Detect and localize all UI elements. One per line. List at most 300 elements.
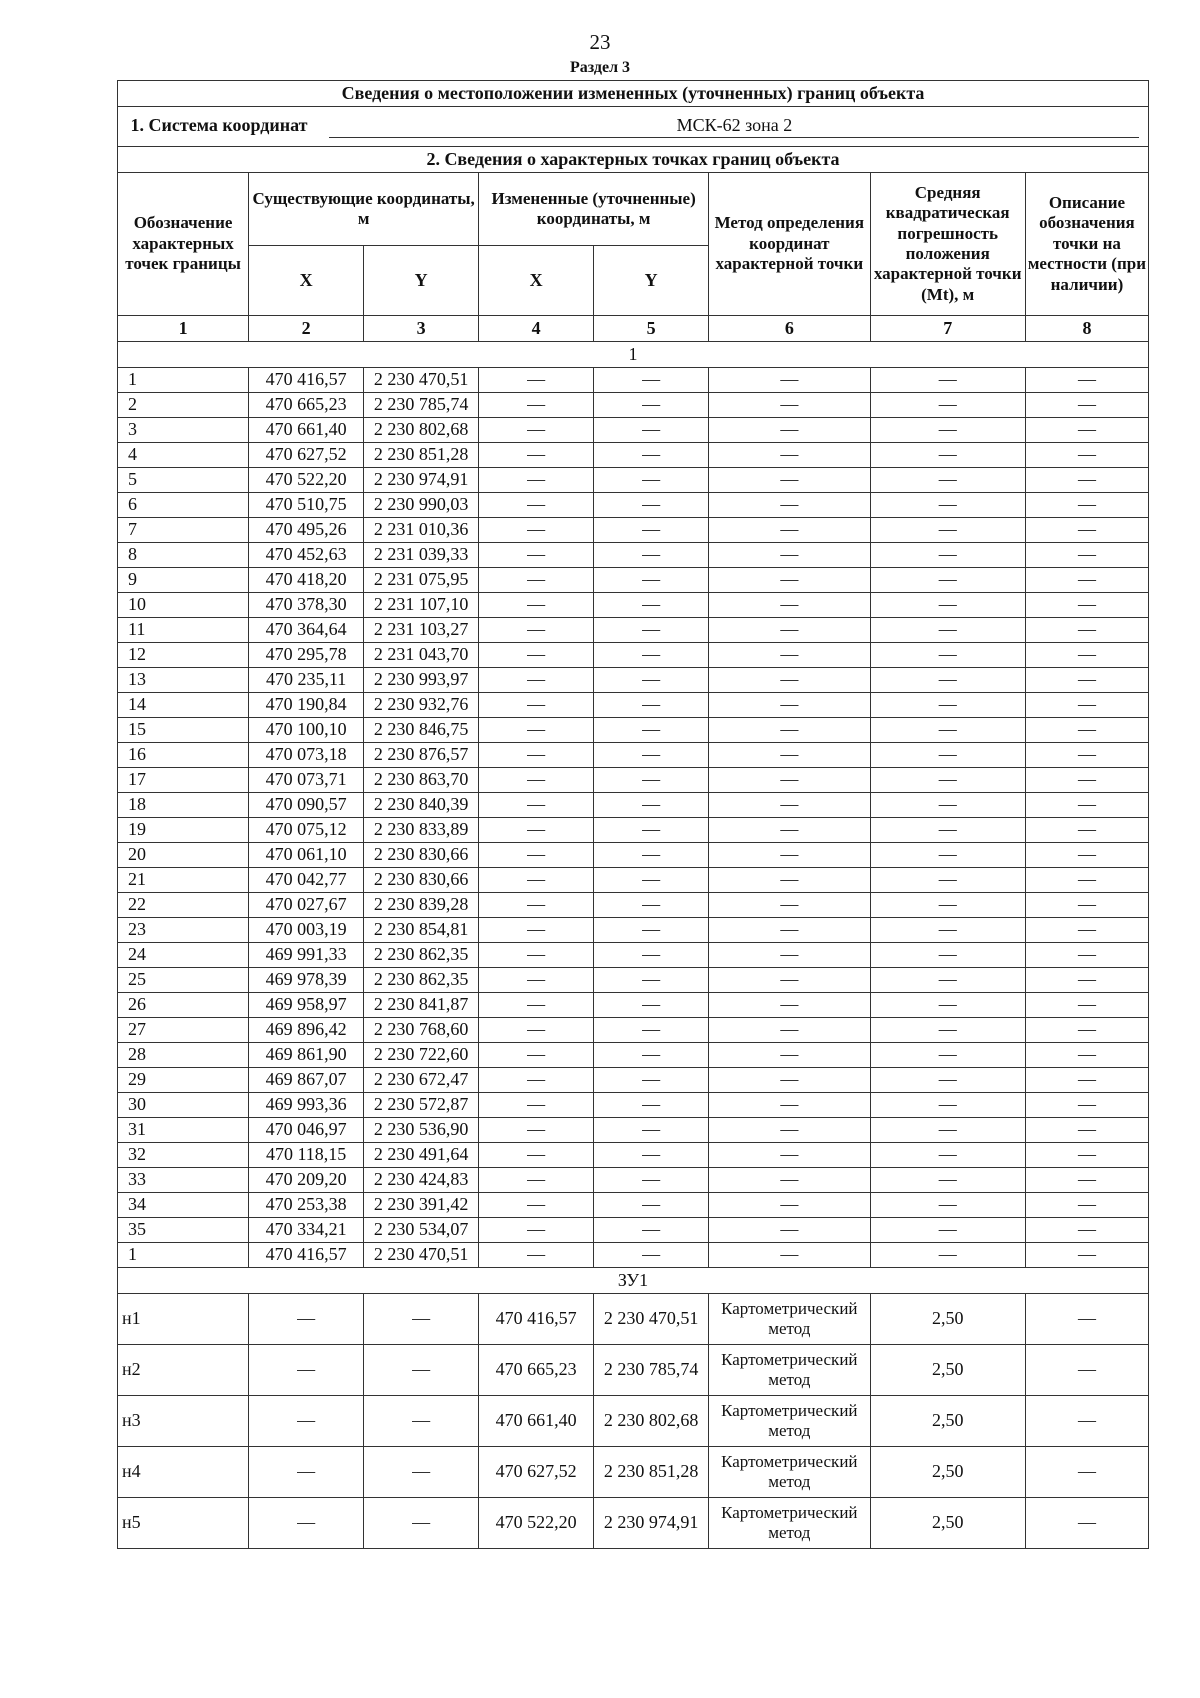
table-cell: 470 073,18 [249, 743, 364, 768]
table-cell: — [479, 618, 594, 643]
table-cell: — [709, 893, 870, 918]
table-cell: — [709, 943, 870, 968]
table-cell: 470 042,77 [249, 868, 364, 893]
table-cell: н1 [118, 1294, 249, 1345]
table-cell: — [870, 518, 1025, 543]
table-cell: — [1025, 843, 1148, 868]
table-cell: 31 [118, 1118, 249, 1143]
table-cell: — [479, 918, 594, 943]
table-cell: — [870, 868, 1025, 893]
table-cell: — [870, 993, 1025, 1018]
table-row [118, 593, 1149, 618]
table-cell: 2 230 802,68 [594, 1396, 709, 1447]
table-cell: 470 665,23 [479, 1345, 594, 1396]
table-cell: — [594, 818, 709, 843]
table-row [118, 693, 1149, 718]
table-cell: — [594, 993, 709, 1018]
table-cell: 470 495,26 [249, 518, 364, 543]
table-cell: — [479, 868, 594, 893]
table-cell: — [594, 1068, 709, 1093]
table-cell: — [709, 693, 870, 718]
table-cell: 2 230 830,66 [364, 868, 479, 893]
table-cell: 30 [118, 1093, 249, 1118]
table-cell: — [709, 443, 870, 468]
table-cell: — [870, 668, 1025, 693]
coordinate-system-value: МСК-62 зона 2 [329, 115, 1139, 138]
table-cell: 470 073,71 [249, 768, 364, 793]
table-cell: — [709, 1168, 870, 1193]
table-cell: — [1025, 1447, 1148, 1498]
table-cell: — [870, 1068, 1025, 1093]
table-cell: — [709, 868, 870, 893]
table-cell: 18 [118, 793, 249, 818]
section-title: Раздел 3 [569, 59, 631, 76]
table-cell: 470 522,20 [249, 468, 364, 493]
table-row [118, 443, 1149, 468]
table-cell: — [870, 1093, 1025, 1118]
table-cell: — [1025, 368, 1148, 393]
table-cell: — [594, 868, 709, 893]
table-cell: 2 230 785,74 [364, 393, 479, 418]
table-cell: 470 452,63 [249, 543, 364, 568]
table-cell: — [709, 1043, 870, 1068]
table-cell: — [594, 743, 709, 768]
table-row [118, 1447, 1149, 1498]
table-cell: — [479, 893, 594, 918]
table-cell: — [1025, 1193, 1148, 1218]
table-cell: — [870, 543, 1025, 568]
table-cell: — [479, 593, 594, 618]
table-cell: 2 231 043,70 [364, 643, 479, 668]
table-cell: Картометрический метод [709, 1345, 870, 1396]
table-cell: — [709, 743, 870, 768]
table-cell: 2,50 [870, 1396, 1025, 1447]
table-row [118, 618, 1149, 643]
table-cell: — [479, 393, 594, 418]
table-cell: 4 [118, 443, 249, 468]
table-cell: — [479, 818, 594, 843]
table-cell: 470 118,15 [249, 1143, 364, 1168]
header-error: Средняя квадратическая погрешность положения характерной точки (Mt), м [870, 173, 1025, 316]
table-row [118, 843, 1149, 868]
table-cell: — [594, 443, 709, 468]
table-cell: 470 416,57 [249, 1243, 364, 1268]
table-cell: — [1025, 1294, 1148, 1345]
table-cell: — [479, 1018, 594, 1043]
table-cell: 470 003,19 [249, 918, 364, 943]
table-cell: — [1025, 993, 1148, 1018]
header-method: Метод определения координат характерной точки [709, 173, 870, 316]
table-cell: — [479, 768, 594, 793]
table-cell: — [594, 918, 709, 943]
table-cell: — [479, 1068, 594, 1093]
table-cell: — [479, 543, 594, 568]
table-cell: — [709, 1143, 870, 1168]
boundary-points-table [117, 80, 1149, 1549]
table-cell: — [709, 718, 870, 743]
table-cell: — [479, 1143, 594, 1168]
table-cell: — [594, 418, 709, 443]
table-cell: — [870, 1143, 1025, 1168]
table-cell: — [709, 1018, 870, 1043]
group-label: 1 [118, 342, 1149, 368]
table-cell: — [709, 818, 870, 843]
table-cell: 470 100,10 [249, 718, 364, 743]
table-cell: — [479, 793, 594, 818]
table-cell: — [709, 568, 870, 593]
table-cell: 2 231 075,95 [364, 568, 479, 593]
table-cell: — [594, 1143, 709, 1168]
header-changed-coordinates: Измененные (уточненные) координаты, м [479, 173, 709, 246]
table-row [118, 1193, 1149, 1218]
table-cell: 2 230 863,70 [364, 768, 479, 793]
table-cell: — [709, 543, 870, 568]
coordinate-system-row [118, 107, 1149, 147]
table-cell: 19 [118, 818, 249, 843]
table-cell: — [594, 793, 709, 818]
table-row [118, 743, 1149, 768]
table-cell: 2 230 768,60 [364, 1018, 479, 1043]
table-cell: н5 [118, 1498, 249, 1549]
table-cell: 470 090,57 [249, 793, 364, 818]
table-cell: 470 661,40 [249, 418, 364, 443]
table-row [118, 718, 1149, 743]
table-cell: — [870, 818, 1025, 843]
table-cell: 470 522,20 [479, 1498, 594, 1549]
table-cell: — [479, 993, 594, 1018]
table-cell: — [479, 1243, 594, 1268]
table-cell: 2 230 839,28 [364, 893, 479, 918]
table-cell: Картометрический метод [709, 1396, 870, 1447]
table-cell: 2 230 876,57 [364, 743, 479, 768]
table-cell: — [709, 1068, 870, 1093]
table-row [118, 1018, 1149, 1043]
table-cell: 2 230 851,28 [594, 1447, 709, 1498]
table-cell: — [709, 843, 870, 868]
table-row [118, 1498, 1149, 1549]
table-cell: 2 230 932,76 [364, 693, 479, 718]
table-cell: — [709, 1093, 870, 1118]
table-cell: — [1025, 1118, 1148, 1143]
table-cell: — [479, 718, 594, 743]
table-cell: — [1025, 468, 1148, 493]
table-cell: — [249, 1294, 364, 1345]
table-cell: 470 027,67 [249, 893, 364, 918]
table-row [118, 943, 1149, 968]
table-cell: — [479, 943, 594, 968]
col-number: 2 [249, 316, 364, 342]
table-row [118, 1143, 1149, 1168]
table-row [118, 918, 1149, 943]
table-row [118, 1168, 1149, 1193]
table-cell: — [870, 368, 1025, 393]
table-cell: 2 230 491,64 [364, 1143, 479, 1168]
table-cell: 2 231 107,10 [364, 593, 479, 618]
table-cell: 13 [118, 668, 249, 693]
table-cell: — [1025, 1043, 1148, 1068]
table-cell: — [709, 1243, 870, 1268]
table-cell: — [1025, 1068, 1148, 1093]
table-cell: — [479, 1093, 594, 1118]
table-row [118, 793, 1149, 818]
table-row [118, 518, 1149, 543]
table-cell: 470 190,84 [249, 693, 364, 718]
table-cell: — [594, 543, 709, 568]
table-cell: — [870, 693, 1025, 718]
table-row [118, 893, 1149, 918]
table-row [118, 1043, 1149, 1068]
table-cell: 470 209,20 [249, 1168, 364, 1193]
table-cell: — [594, 468, 709, 493]
table-cell: 470 510,75 [249, 493, 364, 518]
table-cell: — [594, 1093, 709, 1118]
table-cell: — [479, 693, 594, 718]
table-cell: — [1025, 943, 1148, 968]
table-cell: 10 [118, 593, 249, 618]
table-cell: — [709, 643, 870, 668]
table-cell: Картометрический метод [709, 1447, 870, 1498]
table-cell: — [1025, 643, 1148, 668]
col-number: 4 [479, 316, 594, 342]
table-cell: 1 [118, 1243, 249, 1268]
table-cell: — [594, 1218, 709, 1243]
group-label: ЗУ1 [118, 1268, 1149, 1294]
table-cell: 16 [118, 743, 249, 768]
table-row [118, 1093, 1149, 1118]
table-row [118, 1218, 1149, 1243]
table-cell: — [594, 1018, 709, 1043]
table-cell: — [709, 593, 870, 618]
table-cell: — [1025, 543, 1148, 568]
table-cell: — [1025, 493, 1148, 518]
table-cell: — [1025, 568, 1148, 593]
page-number: 23 [589, 30, 611, 54]
table-row [118, 368, 1149, 393]
table-cell: 469 867,07 [249, 1068, 364, 1093]
header-changed-x: X [479, 246, 594, 316]
table-cell: — [1025, 768, 1148, 793]
table-cell: 14 [118, 693, 249, 718]
table-row [118, 493, 1149, 518]
table-cell: — [870, 718, 1025, 743]
table-cell: — [709, 1118, 870, 1143]
table-row [118, 1068, 1149, 1093]
table-cell: 2 230 862,35 [364, 968, 479, 993]
table-cell: — [1025, 443, 1148, 468]
table-cell: 470 075,12 [249, 818, 364, 843]
col-number: 1 [118, 316, 249, 342]
table-cell: — [1025, 718, 1148, 743]
table-cell: 470 416,57 [479, 1294, 594, 1345]
table-row [118, 1294, 1149, 1345]
table-cell: 2 230 470,51 [594, 1294, 709, 1345]
table-cell: 469 861,90 [249, 1043, 364, 1068]
table-cell: — [870, 1243, 1025, 1268]
table-cell: — [709, 768, 870, 793]
table-row [118, 668, 1149, 693]
table-cell: — [870, 1193, 1025, 1218]
table-row [118, 1118, 1149, 1143]
table-cell: — [870, 393, 1025, 418]
table-cell: — [249, 1345, 364, 1396]
table-cell: 2 230 572,87 [364, 1093, 479, 1118]
table-cell: — [709, 993, 870, 1018]
table-cell: 12 [118, 643, 249, 668]
table-cell: 469 993,36 [249, 1093, 364, 1118]
table-cell: — [870, 943, 1025, 968]
table-cell: — [1025, 868, 1148, 893]
table-cell: 2 230 993,97 [364, 668, 479, 693]
header-point-designation: Обозначение характерных точек границы [118, 173, 249, 316]
table-cell: — [870, 618, 1025, 643]
table-cell: 25 [118, 968, 249, 993]
table-cell: — [870, 793, 1025, 818]
table-cell: 2 230 841,87 [364, 993, 479, 1018]
header-changed-y: Y [594, 246, 709, 316]
table-cell: 2 230 974,91 [364, 468, 479, 493]
table-cell: — [1025, 1345, 1148, 1396]
table-cell: — [479, 568, 594, 593]
table-cell: 2 [118, 393, 249, 418]
table-cell: 469 958,97 [249, 993, 364, 1018]
table-cell: 8 [118, 543, 249, 568]
table-row [118, 993, 1149, 1018]
col-number: 8 [1025, 316, 1148, 342]
table-cell: — [709, 1218, 870, 1243]
table-cell: — [594, 668, 709, 693]
table-cell: 470 295,78 [249, 643, 364, 668]
table-cell: — [479, 1168, 594, 1193]
table-cell: — [1025, 1218, 1148, 1243]
col-number: 5 [594, 316, 709, 342]
table-cell: 2 230 990,03 [364, 493, 479, 518]
table-row [118, 568, 1149, 593]
table-cell: — [1025, 1396, 1148, 1447]
table-cell: 2 230 830,66 [364, 843, 479, 868]
table-cell: 17 [118, 768, 249, 793]
table-cell: 2 231 010,36 [364, 518, 479, 543]
table-cell: 2,50 [870, 1498, 1025, 1549]
col-number: 3 [364, 316, 479, 342]
table-row [118, 768, 1149, 793]
table-cell: — [594, 1118, 709, 1143]
table-cell: 2 231 039,33 [364, 543, 479, 568]
table-cell: 24 [118, 943, 249, 968]
table-cell: — [249, 1447, 364, 1498]
table-cell: — [479, 443, 594, 468]
table-cell: — [479, 743, 594, 768]
header-existing-coordinates: Существующие координаты, м [249, 173, 479, 246]
header-existing-x: X [249, 246, 364, 316]
table-cell: 469 978,39 [249, 968, 364, 993]
table-cell: — [479, 418, 594, 443]
table-cell: — [364, 1498, 479, 1549]
table-cell: — [479, 668, 594, 693]
table-cell: 2 230 424,83 [364, 1168, 479, 1193]
table-cell: 2 230 391,42 [364, 1193, 479, 1218]
table-cell: — [594, 1193, 709, 1218]
table-cell: — [1025, 618, 1148, 643]
table-cell: 470 661,40 [479, 1396, 594, 1447]
table-cell: 2 230 862,35 [364, 943, 479, 968]
col-number: 7 [870, 316, 1025, 342]
table-cell: — [709, 918, 870, 943]
table-cell: 2 230 470,51 [364, 368, 479, 393]
table-cell: Картометрический метод [709, 1498, 870, 1549]
table-cell: — [1025, 1498, 1148, 1549]
table-cell: — [1025, 918, 1148, 943]
table-cell: — [594, 1043, 709, 1068]
table-cell: 470 046,97 [249, 1118, 364, 1143]
table-cell: — [870, 443, 1025, 468]
table-cell: — [709, 368, 870, 393]
table-cell: 29 [118, 1068, 249, 1093]
table-cell: — [1025, 418, 1148, 443]
table-cell: — [709, 518, 870, 543]
coordinate-system-label: 1. Система координат [130, 115, 308, 136]
table-cell: — [594, 393, 709, 418]
table-cell: 2 231 103,27 [364, 618, 479, 643]
table-cell: 469 991,33 [249, 943, 364, 968]
table-cell: — [594, 718, 709, 743]
table-cell: н2 [118, 1345, 249, 1396]
table-cell: — [870, 593, 1025, 618]
table-cell: 21 [118, 868, 249, 893]
table-cell: 7 [118, 518, 249, 543]
table-cell: — [1025, 593, 1148, 618]
table-cell: — [870, 568, 1025, 593]
table-cell: 470 364,64 [249, 618, 364, 643]
header-description: Описание обозначения точки на местности (при наличии) [1025, 173, 1148, 316]
table-cell: — [594, 893, 709, 918]
table-cell: — [479, 1193, 594, 1218]
table-cell: 470 627,52 [479, 1447, 594, 1498]
table-row [118, 968, 1149, 993]
table-cell: 32 [118, 1143, 249, 1168]
table-cell: 470 665,23 [249, 393, 364, 418]
table-cell: 470 416,57 [249, 368, 364, 393]
table-cell: — [479, 1218, 594, 1243]
table-cell: — [594, 693, 709, 718]
table-cell: 28 [118, 1043, 249, 1068]
table-cell: — [1025, 743, 1148, 768]
table-cell: — [1025, 1168, 1148, 1193]
table-cell: — [594, 593, 709, 618]
table-cell: 11 [118, 618, 249, 643]
table-cell: — [870, 1118, 1025, 1143]
table-row [118, 393, 1149, 418]
table-cell: 15 [118, 718, 249, 743]
table-cell: — [1025, 793, 1148, 818]
table-cell: 20 [118, 843, 249, 868]
table-cell: — [594, 518, 709, 543]
table-cell: — [870, 418, 1025, 443]
table-cell: 26 [118, 993, 249, 1018]
table-cell: — [709, 618, 870, 643]
table-cell: — [1025, 1143, 1148, 1168]
table-cell: — [870, 743, 1025, 768]
table-cell: 35 [118, 1218, 249, 1243]
table-cell: 2 230 534,07 [364, 1218, 479, 1243]
table-cell: — [709, 393, 870, 418]
table-cell: 2 230 846,75 [364, 718, 479, 743]
table-cell: — [709, 493, 870, 518]
table-cell: — [364, 1396, 479, 1447]
table-cell: — [1025, 968, 1148, 993]
table-row [118, 1243, 1149, 1268]
table-cell: 2 230 854,81 [364, 918, 479, 943]
table-cell: 2 230 802,68 [364, 418, 479, 443]
